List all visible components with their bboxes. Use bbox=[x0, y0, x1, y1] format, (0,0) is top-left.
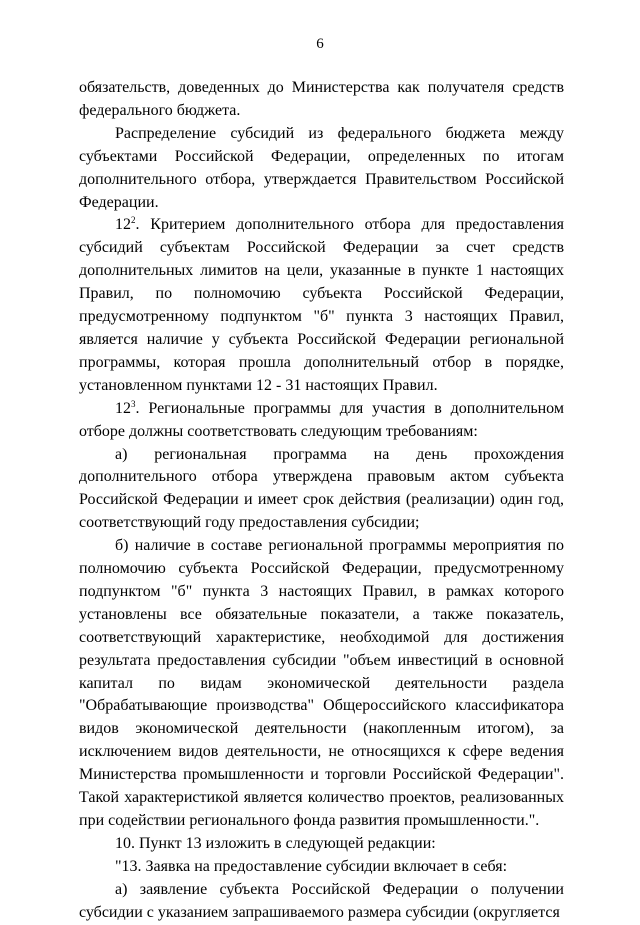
paragraph-text: Распределение субсидий из федерального бюджета между субъектами Российской Федерации, определенных по итогам дополнительного отбора, утверждается Правительством Российской Федерации. bbox=[79, 124, 564, 211]
paragraph bbox=[79, 77, 564, 123]
paragraph bbox=[79, 879, 564, 925]
clause-superscript: 3 bbox=[131, 398, 136, 409]
page-number: 6 bbox=[316, 36, 324, 52]
paragraph-text: 10. Пункт 13 изложить в следующей редакции: bbox=[115, 834, 436, 852]
paragraph bbox=[79, 535, 564, 833]
paragraph bbox=[79, 398, 564, 444]
paragraph bbox=[79, 856, 564, 879]
paragraph-text: а) региональная программа на день прохождения дополнительного отбора утверждена правовым актом субъекта Российской Федерации и имеет срок действия (реализации) один год, соответствующий году предоставления субсидии; bbox=[79, 445, 564, 532]
paragraph-text: "13. Заявка на предоставление субсидии включает в себя: bbox=[115, 857, 508, 875]
clause-number: 12 bbox=[115, 399, 131, 417]
paragraph-text: б) наличие в составе региональной программы мероприятия по полномочию субъекта Российской Федерации, предусмотренному подпунктом "б" пункта 3 настоящих Правил, в рамках которого установлены все обязательные показатели, а также показатель, соответствующий характеристике, необходимой для достижения результата предоставления субсидии "объем инвестиций в основной капитал по видам экономической деятельности раздела "Обрабатывающие производства" Общероссийского классификатора видов экономической деятельности (накопленным итогом), за исключением видов деятельности, не относящихся к сфере ведения Министерства промышленности и торговли Российской Федерации". Такой характеристикой является количество проектов, реализованных при содействии регионального фонда развития промышленности.". bbox=[79, 537, 564, 829]
paragraph-text: а) заявление субъекта Российской Федерации о получении субсидии с указанием запрашиваемого размера субсидии (округляется bbox=[79, 880, 564, 921]
paragraph-text: . Критерием дополнительного отбора для предоставления субсидий субъектам Российской Федерации за счет средств дополнительных лимитов на цели, указанные в пункте 1 настоящих Правил, по полномочию субъекта Российской Федерации, предусмотренному подпунктом "б" пункта 3 настоящих Правил, является наличие у субъекта Российской Федерации региональной программы, которая прошла дополнительный отбор в порядке, установленном пунктами 12 - 31 настоящих Правил. bbox=[79, 216, 564, 394]
paragraph bbox=[79, 123, 564, 215]
document-body bbox=[79, 77, 564, 925]
paragraph bbox=[79, 444, 564, 536]
clause-superscript: 2 bbox=[131, 215, 136, 226]
paragraph bbox=[79, 214, 564, 397]
paragraph bbox=[79, 833, 564, 856]
clause-number: 12 bbox=[115, 216, 131, 234]
paragraph-text: обязательств, доведенных до Министерства как получателя средств федерального бюджета. bbox=[79, 79, 564, 119]
paragraph-text: . Региональные программы для участия в дополнительном отборе должны соответствовать следующим требованиям: bbox=[79, 399, 564, 440]
